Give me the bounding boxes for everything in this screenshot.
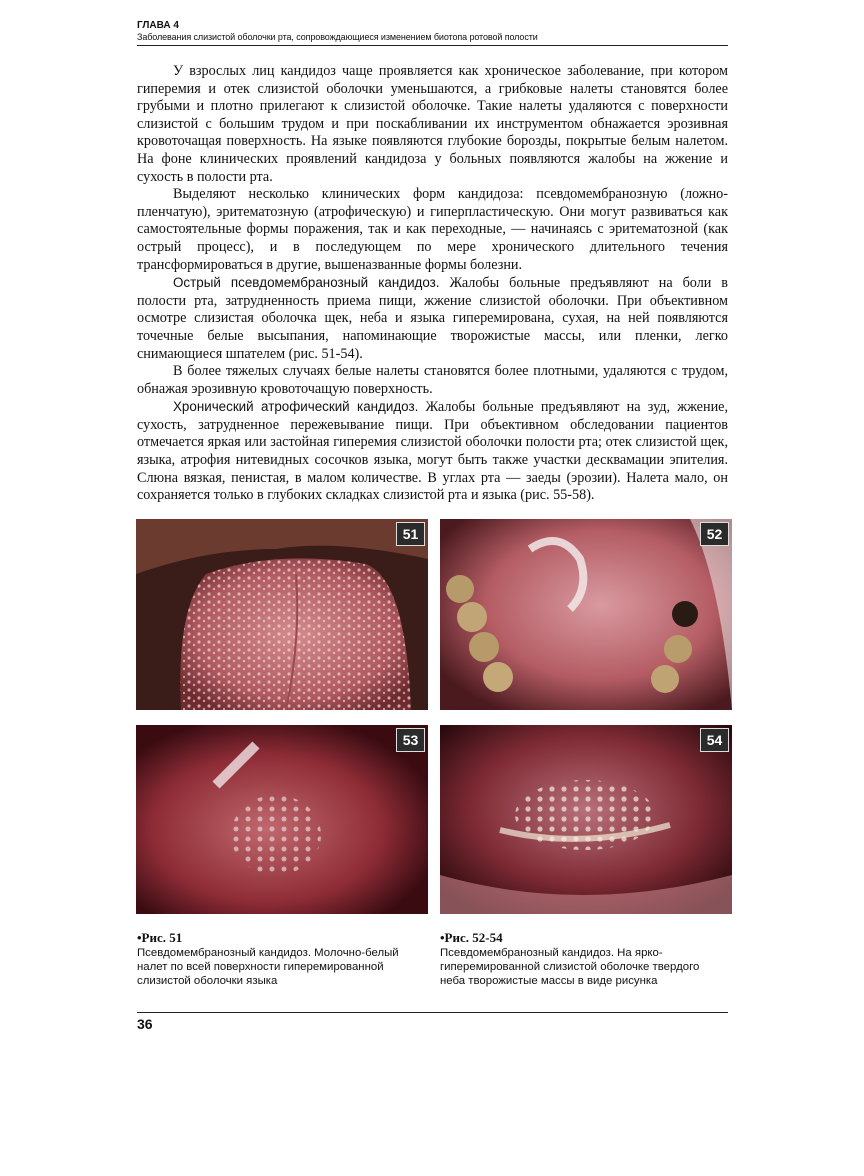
figure-54-photo xyxy=(440,725,732,914)
body-text xyxy=(137,63,728,505)
caption-label: •Рис. 52-54 xyxy=(440,930,503,945)
tongue-photo xyxy=(136,519,428,710)
figure-53-photo xyxy=(136,725,428,914)
page-number: 36 xyxy=(137,1016,153,1032)
caption-text: Псевдомембранозный кандидоз. На ярко-гиперемированной слизистой оболочке твердого неба творожистые массы в виде рисунка xyxy=(440,947,700,987)
paragraph: Выделяют несколько клинических форм кандидоза: псевдомембранозную (ложно-пленчатую), эритематозную (атрофическую) и гиперпластическую. Они могут развиваться как самостоятельные формы поражения, так и как переходные, — начинаясь с эритематозной (как острый процесс), и в последующем по мере хронического длительного течения трансформироваться в другие, вышеназванные формы болезни. xyxy=(137,186,728,273)
section-heading: Острый псевдомембранозный кандидоз. xyxy=(173,275,440,291)
paragraph: В более тяжелых случаях белые налеты становятся более плотными, удаляются с трудом, обнажая эрозивную кровоточащую поверхность. xyxy=(137,363,728,397)
figure-number-badge: 53 xyxy=(396,728,425,752)
palate-detail-photo xyxy=(136,725,428,914)
chapter-title: ГЛАВА 4 xyxy=(137,20,179,31)
figure-51-photo xyxy=(136,519,428,710)
figure-caption xyxy=(440,930,725,988)
section-heading: Хронический атрофический кандидоз. xyxy=(173,399,419,415)
caption-text: Псевдомембранозный кандидоз. Молочно-белый налет по всей поверхности гиперемированной слизистой оболочки языка xyxy=(137,947,399,987)
running-header xyxy=(137,20,730,43)
paragraph: У взрослых лиц кандидоз чаще проявляется как хроническое заболевание, при котором гиперемия и отек слизистой оболочки уменьшаются, а грибковые налеты становятся более грубыми и плотно прилегают к слизистой оболочке. Такие налеты удаляются с поверхности слизистой с большим трудом и при поскабливании их инструментом обнажается эрозивная кровоточащая поверхность. На языке появляются глубокие борозды, покрытые белым налетом. На фоне клинических проявлений кандидоза у больных появляются жалобы на жжение и сухость в полости рта. xyxy=(137,63,728,185)
figure-number-badge: 54 xyxy=(700,728,729,752)
footer-rule xyxy=(137,1012,728,1013)
paragraph xyxy=(137,398,728,505)
paragraph-text: Жалобы больные предъявляют на боли в полости рта, затрудненность приема пищи, жжение слизистой оболочки. При объективном осмотре слизистая оболочка щек, неба и языка гиперемирована, сухая, на ней появляются точечные белые высыпания, напоминающие творожистые массы, или пленки, легко снимающиеся шпателем (рис. 51-54). xyxy=(137,275,729,362)
caption-label: •Рис. 51 xyxy=(137,930,183,945)
paragraph-text: Жалобы больные предъявляют на зуд, жжение, сухость, затрудненное пережевывание пищи. При объективном обследовании пациентов отмечается яркая или застойная гиперемия слизистой оболочки полости рта; отек слизистой щек, языка, атрофия нитевидных сосочков языка, могут быть также участки десквамации эпителия. Слюна вязкая, пенистая, в малом количестве. В углах рта — заеды (эрозии). Налета мало, он сохраняется только в глубоких складках слизистой рта и языка (рис. 55-58). xyxy=(137,399,729,504)
figure-caption xyxy=(137,930,427,988)
palate-photo xyxy=(440,519,732,710)
figure-number-badge: 51 xyxy=(396,522,425,546)
figure-52-photo xyxy=(440,519,732,710)
header-rule xyxy=(137,45,728,46)
chapter-subtitle: Заболевания слизистой оболочки рта, сопровождающиеся изменением биотопа ротовой полости xyxy=(137,32,538,42)
figure-number-badge: 52 xyxy=(700,522,729,546)
paragraph xyxy=(137,274,728,363)
palate-detail-photo xyxy=(440,725,732,914)
